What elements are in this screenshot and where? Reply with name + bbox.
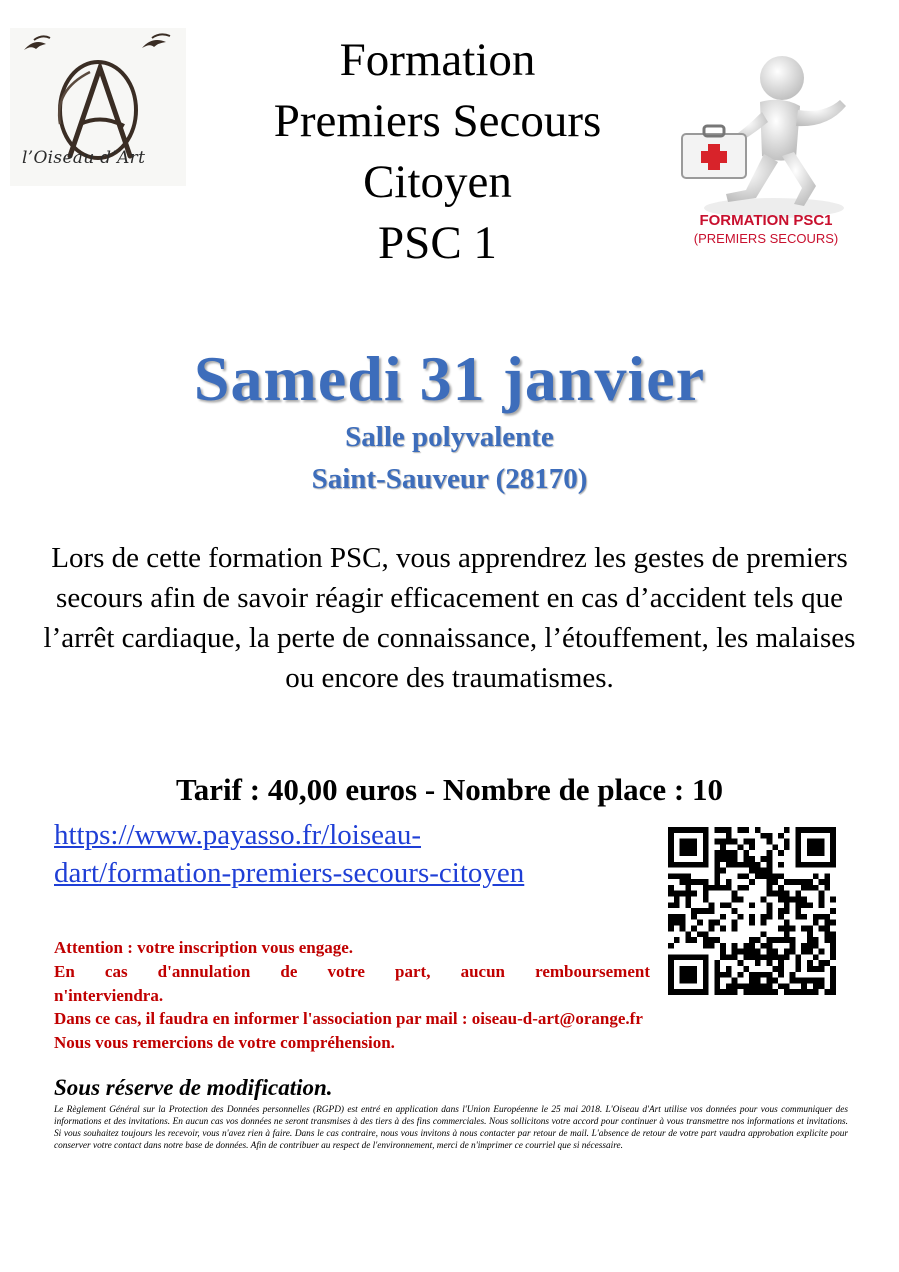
warning-line: Dans ce cas, il faudra en informer l'association par mail : oiseau-d-art@orange.fr: [54, 1009, 643, 1028]
warning-line: n'interviendra.: [54, 986, 164, 1005]
first-aid-figure-icon: [664, 40, 864, 240]
gdpr-notice: Le Règlement Général sur la Protection des Données personnelles (RGPD) est entré en application dans l'Union Européenne le 25 mai 2018. L'Oiseau d'Art utilise vos données pour vous communiquer des informations et des invitations. En aucun cas vos données ne seront transmises à des tiers à des fins commerciales. Nous sollicitons votre accord pour continuer à vous transmettre nos informations et invitations. Si vous souhaitez toujours les recevoir, vous n'avez rien à faire. Dans le cas contraire, nous vous invitons à nous contacter par retour de mail. L'absence de retour de votre part vaudra approbation explicite pour conserver votre contact dans notre base de données. Afin de contribuer au respect de l'environnement, merci de n'imprimer ce courriel que si nécessaire.: [54, 1105, 848, 1151]
logo-caption: l’Oiseau d’Art: [22, 148, 146, 168]
title-line: Premiers Secours: [273, 95, 602, 147]
description: Lors de cette formation PSC, vous apprendrez les gestes de premiers secours afin de savoir réagir efficacement en cas d’accident tels que l’arrêt cardiaque, la perte de connaissance, l’étouffement, les malaises ou encore des traumatismes.: [43, 542, 856, 694]
badge-subtitle: (PREMIERS SECOURS): [693, 231, 839, 246]
tarif-line: Tarif : 40,00 euros - Nombre de place : 10: [175, 772, 724, 807]
title-line: PSC 1: [378, 217, 497, 269]
registration-link-line[interactable]: https://www.payasso.fr/loiseau-: [54, 819, 422, 851]
event-date: Samedi 31 janvier: [193, 343, 706, 414]
warning-line: Attention : votre inscription vous engage.: [54, 938, 354, 957]
title-line: Formation: [339, 34, 536, 86]
event-city: Saint-Sauveur (28170): [311, 463, 588, 495]
reserve-notice: Sous réserve de modification.: [54, 1075, 333, 1100]
warning-line: En cas d'annulation de votre part, aucun remboursement: [54, 962, 650, 981]
warning-line: Nous vous remercions de votre compréhension.: [54, 1033, 395, 1052]
registration-link[interactable]: [54, 816, 644, 892]
badge-title: FORMATION PSC1: [699, 212, 833, 229]
title-line: Citoyen: [363, 156, 512, 208]
page-title: [200, 30, 675, 274]
qr-code-icon[interactable]: [668, 827, 836, 995]
event-venue: Salle polyvalente: [345, 421, 554, 453]
registration-link-line[interactable]: dart/formation-premiers-secours-citoyen: [54, 857, 525, 889]
